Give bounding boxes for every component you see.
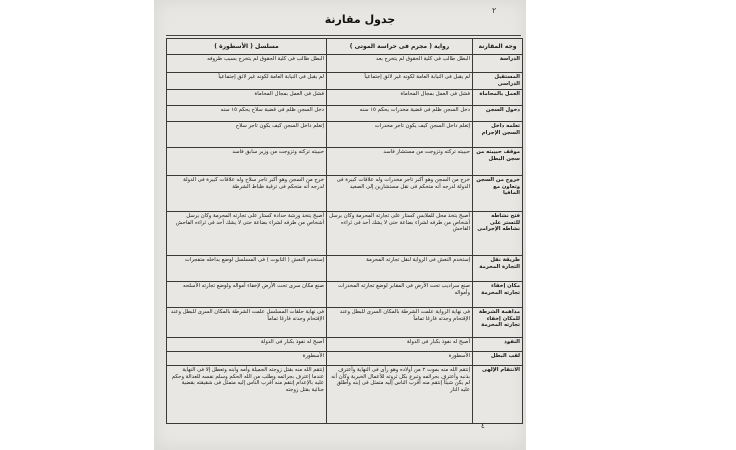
cell-series: إنتقم الله منه بقتل زوجته الجميلة وأمه وابنه وتعطل إلا فى النهاية عندما إعترف بجرائمه وطلب من الله الحكم وسلم نفسه للعدالة وحكم عليه بالإعدام إنتقم منه أقرب الناس إليه متمثل فى شقيقته بقضية جنائية بقتل زوجته [167, 366, 327, 424]
cell-aspect: الانتقام الإلهى [473, 366, 523, 424]
comparison-table [166, 38, 523, 424]
table-row [167, 282, 523, 308]
cell-novel: البطل طالب فى كلية الحقوق لم يتخرج بعد [327, 55, 473, 73]
cell-novel: إستخدم النعش فى الرواية لنقل تجارته المحرمة [327, 256, 473, 282]
table-row [167, 122, 523, 148]
table-row [167, 352, 523, 366]
header-series: مسلسل ( الأسطورة ) [167, 39, 327, 55]
cell-novel: إتعلم داخل السجن كيف يكون تاجر مخدرات [327, 122, 473, 148]
cell-series: صنع مكان سرى تحت الأرض لإخفاء أمواله ولوضع تجارته الأسلحه [167, 282, 327, 308]
table-row [167, 212, 523, 256]
table-row [167, 338, 523, 352]
footer-digit: ٤ [481, 422, 485, 430]
cell-series: فشل فى العمل بمجال المحاماة [167, 90, 327, 106]
cell-aspect: مكان إخفاء تجارته المحرمة [473, 282, 523, 308]
cell-novel: فشل فى العمل بمجال المحاماة [327, 90, 473, 106]
table-row [167, 366, 523, 424]
cell-aspect: مداهمة الشرطة للمكان إخفاء تجارته المحرمة [473, 308, 523, 338]
cell-series: دخل السجن ظلم فى قضية سلاح يحكم ١٥ سنه [167, 106, 327, 122]
cell-series: حبيبته تركته وتزوجت من وزير سابق فاسد [167, 148, 327, 176]
header-aspect: وجه المقارنة [473, 39, 523, 55]
cell-novel: صنع سراديب تحت الأرض فى المقابر لوضع تجارته المخدرات وأمواله [327, 282, 473, 308]
table-header-row [167, 39, 523, 55]
cell-novel: أصبح له نفوذ بكبار فى الدولة [327, 338, 473, 352]
cell-aspect: العمل بالمحاماة [473, 90, 523, 106]
cell-series: أصبح يتخذ ورشة حدادة كستار على تجارته المحرمة وكان يرسل أشخاص من طرفه لشراء بضاعة حتى لا يشك أحد فى ثراءه الفاحش [167, 212, 327, 256]
cell-series: الأسطورة [167, 352, 327, 366]
cell-aspect: النفوذ [473, 338, 523, 352]
cell-novel: دخل السجن ظلم فى قضية مخدرات يحكم ١٥ سنه [327, 106, 473, 122]
cell-series: لم يقبل فى النيابة العامة لكونه غير لائق إجتماعياً [167, 73, 327, 90]
cell-novel: فى نهاية الرواية علمت الشرطة بالمكان السرى للبطل وعند الإقتحام وجدته فارغا تماماً [327, 308, 473, 338]
cell-aspect: لقب البطل [473, 352, 523, 366]
header-novel: رواية ( مجرم فى حراسة الموتى ) [327, 39, 473, 55]
cell-aspect: موقف حبيبته من سجن البطل [473, 148, 523, 176]
table-row [167, 256, 523, 282]
cell-aspect: تعلمه داخل السجن الإجرام [473, 122, 523, 148]
cell-aspect: طريقة نقل التجارة المحرمة [473, 256, 523, 282]
cell-novel: لم يقبل فى النيابة العامة لكونه غير لائق إجتماعياً [327, 73, 473, 90]
page-title: جدول مقارنة [324, 13, 396, 26]
table-row [167, 73, 523, 90]
table-row [167, 148, 523, 176]
cell-series: فى نهاية حلقات المسلسل علمت الشرطة بالمكان السرى للبطل وعند الإقتحام وجدته فارغا تماماً [167, 308, 327, 338]
cell-aspect: المستقبل الدراسى [473, 73, 523, 90]
cell-novel: خرج من السجن وهو أكبر تاجر مخدرات وله علاقات كبيرة فى الدولة لدرجه أنه متحكم فى نقل مستشارين إلى الصعيد [327, 176, 473, 212]
cell-series: إستخدم النعش ( التابوت ) فى المسلسل لوضع بداخله متفجرات [167, 256, 327, 282]
cell-series: البطل طالب فى كلية الحقوق لم يتخرج بسبب ظروفه [167, 55, 327, 73]
table-row [167, 106, 523, 122]
cell-series: إتعلم داخل السجن كيف يكون تاجر سلاح [167, 122, 327, 148]
cell-aspect: خروج من السجن وتعاون مع المافيا [473, 176, 523, 212]
cell-aspect: دخول السجن [473, 106, 523, 122]
cell-series: خرج من السجن وهو أكبر تاجر سلاح وله علاقات كبيرة فى الدولة لدرجه أنه متحكم فى ترقية ظباط الشرطة [167, 176, 327, 212]
table-row [167, 176, 523, 212]
cell-aspect: الدراسة [473, 55, 523, 73]
table-row [167, 90, 523, 106]
cell-aspect: فتح نشاطه للتستر على نشاطه الإجرامى [473, 212, 523, 256]
cell-novel: إنتقم الله منه بموت ٢ من أولاده وهو رأى فى النهاية وأعترف بذنبه وأعترف بجرائمه وتبرع بكل ثروته للأعمال الخيرية وكأن أنه لم يكن شيئاً إنتقم منه أقرب الناس إليه متمثل فى إبنه وأطلق عليه النار [327, 366, 473, 424]
corner-mark: ٢ [492, 6, 497, 15]
table-row [167, 55, 523, 73]
table-row [167, 308, 523, 338]
cell-novel: أصبح يتخذ محل للملابس كستار على تجارته المحرمة وكان يرسل أشخاص من طرفه لشراء بضاعة حتى لا يشك أحد فى ثراءه الفاحش [327, 212, 473, 256]
cell-novel: الأسطورة [327, 352, 473, 366]
cell-novel: حبيبته تركته وتزوجت من مستشار فاسد [327, 148, 473, 176]
divider [166, 35, 521, 36]
cell-series: أصبح له نفوذ بكبار فى الدولة [167, 338, 327, 352]
